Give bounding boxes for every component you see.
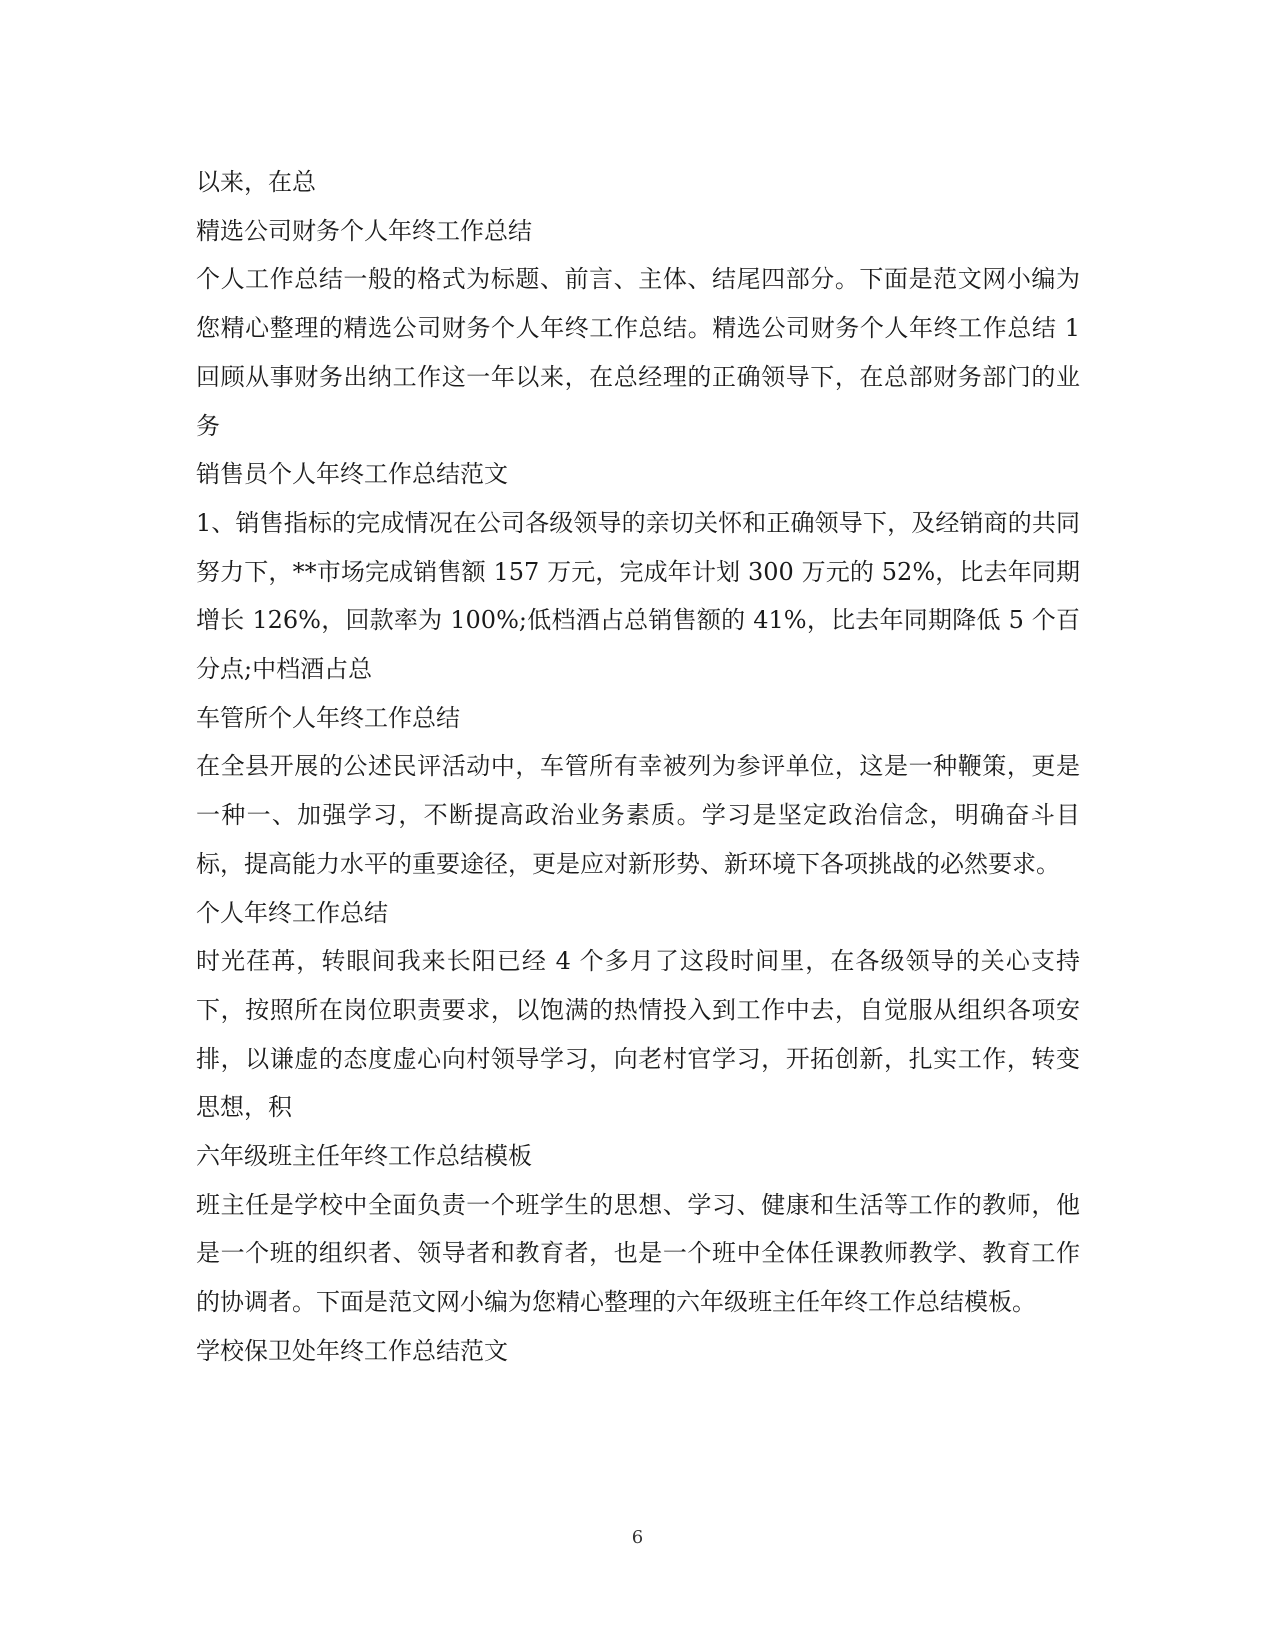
section-heading: 车管所个人年终工作总结 (196, 703, 460, 732)
section-heading: 学校保卫处年终工作总结范文 (196, 1336, 508, 1365)
section-paragraph: 在全县开展的公述民评活动中，车管所有幸被列为参评单位，这是一种鞭策，更是一种一、加强学习，不断提高政治业务素质。学习是坚定政治信念，明确奋斗目标，提高能力水平的重要途径，更是应对新形势、新环境下各项挑战的必然要求。 (196, 752, 1080, 878)
page-number: 6 (631, 1527, 644, 1548)
section-heading: 六年级班主任年终工作总结模板 (196, 1142, 532, 1171)
section-heading: 销售员个人年终工作总结范文 (196, 460, 508, 489)
section-heading: 个人年终工作总结 (196, 898, 388, 927)
section-paragraph: 时光荏苒，转眼间我来长阳已经 4 个多月了这段时间里，在各级领导的关心支持下，按照所在岗位职责要求，以饱满的热情投入到工作中去，自觉服从组织各项安排，以谦虚的态度虚心向村领导学习，向老村官学习，开拓创新，扎实工作，转变思想，积 (196, 947, 1080, 1122)
text-fragment: 以来，在总 (196, 168, 316, 196)
section-heading: 精选公司财务个人年终工作总结 (196, 216, 532, 245)
section-paragraph: 1、销售指标的完成情况在公司各级领导的亲切关怀和正确领导下，及经销商的共同努力下，**市场完成销售额 157 万元，完成年计划 300 万元的 52%，比去年同期增长 126%，回款率为 100%;低档酒占总销售额的 41%，比去年同期降低 5 个百分点;中档酒占总 (196, 508, 1080, 684)
document-body (196, 158, 1080, 1376)
section-paragraph: 个人工作总结一般的格式为标题、前言、主体、结尾四部分。下面是范文网小编为您精心整理的精选公司财务个人年终工作总结。精选公司财务个人年终工作总结 1 回顾从事财务出纳工作这一年以来，在总经理的正确领导下，在总部财务部门的业务 (196, 265, 1080, 440)
section-paragraph: 班主任是学校中全面负责一个班学生的思想、学习、健康和生活等工作的教师，他是一个班的组织者、领导者和教育者，也是一个班中全体任课教师教学、教育工作的协调者。下面是范文网小编为您精心整理的六年级班主任年终工作总结模板。 (196, 1190, 1080, 1317)
